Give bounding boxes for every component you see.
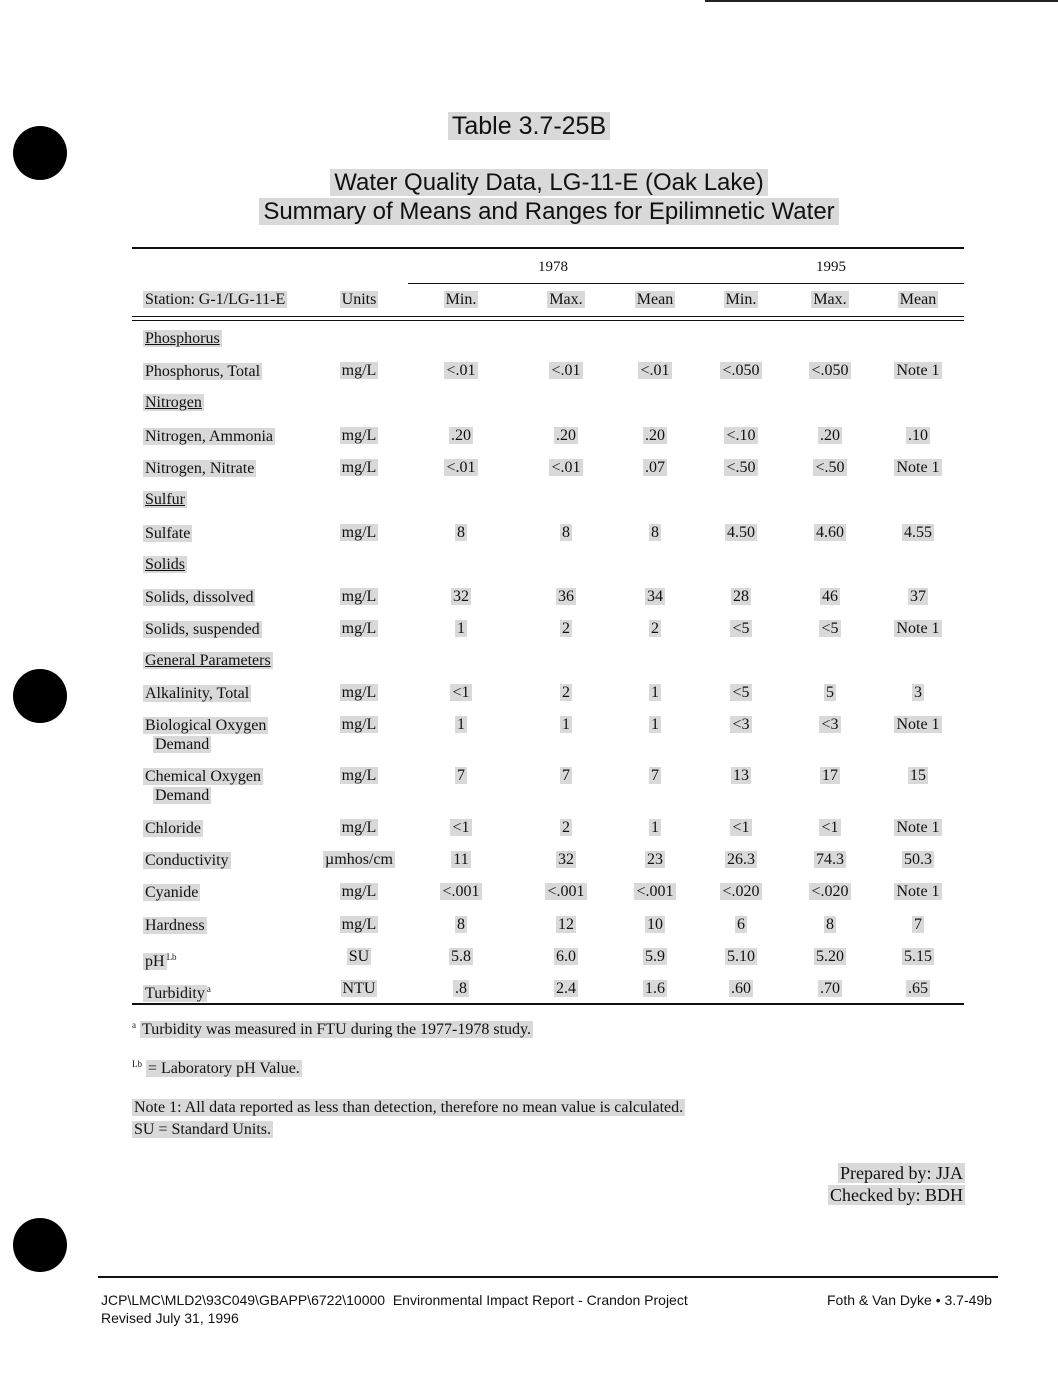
- footnote-turbidity: $^a$ Turbidity was measured in FTU during the 1977-1978 study.: [132, 1020, 532, 1039]
- year-1978: 1978: [538, 259, 568, 275]
- value-cell: <.01: [551, 362, 581, 379]
- value-cell: .07: [645, 459, 665, 476]
- value-cell: <1: [452, 684, 470, 701]
- footnote-lab-ph: $^{Lb}$ = Laboratory pH Value.: [132, 1059, 300, 1078]
- value-cell: <5: [821, 620, 839, 637]
- value-cell: 5.20: [816, 948, 844, 965]
- column-header: Min.: [445, 291, 477, 308]
- value-cell: 74.3: [816, 851, 844, 868]
- value-cell: <.050: [811, 362, 849, 379]
- value-cell: 8: [562, 524, 570, 541]
- units-cell: mg/L: [341, 427, 377, 444]
- units-cell: mg/L: [341, 362, 377, 379]
- units-cell: mg/L: [341, 684, 377, 701]
- table-top-rule: [132, 247, 964, 249]
- checked-by: Checked by: BDH: [830, 1185, 963, 1205]
- value-cell: <1: [452, 819, 470, 836]
- parameter-label: Cyanide: [145, 884, 199, 901]
- value-cell: 1.6: [645, 980, 665, 997]
- year-rule: [408, 283, 964, 284]
- top-edge-line: [705, 0, 1058, 2]
- value-cell: 3: [914, 684, 922, 701]
- value-cell: <.020: [811, 883, 849, 900]
- table-number: Table 3.7-25B: [0, 112, 1058, 141]
- value-cell: <.050: [722, 362, 760, 379]
- category-label: Solids: [145, 556, 186, 573]
- value-cell: Note 1: [896, 620, 940, 637]
- units-cell: mg/L: [341, 883, 377, 900]
- signoff: [828, 1162, 965, 1206]
- units-cell: mg/L: [341, 459, 377, 476]
- units-cell: mg/L: [341, 716, 377, 733]
- parameter-label: Hardness: [145, 917, 205, 934]
- value-cell: 26.3: [727, 851, 755, 868]
- value-cell: <.10: [726, 427, 756, 444]
- parameter-label: Sulfate: [145, 525, 191, 542]
- value-cell: <.001: [442, 883, 480, 900]
- parameter-label: pH $^{Lb}$: [145, 952, 177, 971]
- value-cell: 46: [822, 588, 838, 605]
- value-cell: 15: [910, 767, 926, 784]
- value-cell: <.50: [726, 459, 756, 476]
- footer-page: 3.7-49b: [944, 1292, 992, 1308]
- value-cell: Note 1: [896, 459, 940, 476]
- footer-left: [101, 1291, 688, 1327]
- value-cell: 5: [826, 684, 834, 701]
- value-cell: .10: [908, 427, 928, 444]
- value-cell: 4.55: [904, 524, 932, 541]
- value-cell: .65: [908, 980, 928, 997]
- category-label: Sulfur: [145, 491, 185, 508]
- footer-revised: Revised July 31, 1996: [101, 1310, 239, 1326]
- value-cell: 2: [651, 620, 659, 637]
- value-cell: 2.4: [556, 980, 576, 997]
- value-cell: 28: [733, 588, 749, 605]
- value-cell: 1: [457, 716, 465, 733]
- value-cell: <.001: [636, 883, 674, 900]
- binder-hole: [13, 1218, 67, 1272]
- units-cell: mg/L: [341, 767, 377, 784]
- parameter-label: Chloride: [145, 820, 201, 837]
- value-cell: 8: [651, 524, 659, 541]
- footer-firm: Foth & Van Dyke: [827, 1292, 932, 1308]
- value-cell: 1: [457, 620, 465, 637]
- column-header: Mean: [636, 291, 674, 308]
- value-cell: 32: [558, 851, 574, 868]
- parameter-label: Solids, dissolved: [145, 589, 254, 606]
- footnote-su: SU = Standard Units.: [134, 1121, 272, 1138]
- column-header: Station: G-1/LG-11-E: [145, 291, 286, 308]
- category-label: General Parameters: [145, 652, 271, 669]
- value-cell: 10: [647, 916, 663, 933]
- year-1995: 1995: [816, 259, 846, 275]
- value-cell: 4.50: [727, 524, 755, 541]
- category-label: Phosphorus: [145, 330, 220, 347]
- value-cell: 12: [558, 916, 574, 933]
- column-header: Mean: [899, 291, 937, 308]
- value-cell: 4.60: [816, 524, 844, 541]
- value-cell: <1: [821, 819, 839, 836]
- column-header: Units: [341, 291, 377, 308]
- units-cell: mg/L: [341, 620, 377, 637]
- value-cell: <.001: [547, 883, 585, 900]
- header-rule-2: [132, 320, 964, 321]
- value-cell: 1: [562, 716, 570, 733]
- footer-bullet: •: [935, 1292, 941, 1308]
- value-cell: .20: [451, 427, 471, 444]
- parameter-label: Nitrogen, Nitrate: [145, 460, 255, 477]
- value-cell: 1: [651, 684, 659, 701]
- value-cell: 11: [453, 851, 469, 868]
- binder-hole: [13, 669, 67, 723]
- title-line-2: Summary of Means and Ranges for Epilimnetic Water: [259, 198, 838, 225]
- prepared-by: Prepared by: JJA: [840, 1163, 963, 1183]
- parameter-label: Conductivity: [145, 852, 229, 869]
- value-cell: 50.3: [904, 851, 932, 868]
- value-cell: 6.0: [556, 948, 576, 965]
- table-title: [0, 168, 1058, 226]
- value-cell: 34: [647, 588, 663, 605]
- value-cell: 13: [733, 767, 749, 784]
- value-cell: Note 1: [896, 819, 940, 836]
- footnote-note1: Note 1: All data reported as less than detection, therefore no mean value is calculated.: [134, 1099, 684, 1116]
- parameter-label: Alkalinity, Total: [145, 685, 250, 702]
- value-cell: Note 1: [896, 883, 940, 900]
- value-cell: 37: [910, 588, 926, 605]
- value-cell: <1: [732, 819, 750, 836]
- footer-report: Environmental Impact Report - Crandon Project: [392, 1292, 688, 1308]
- value-cell: .60: [731, 980, 751, 997]
- value-cell: .20: [645, 427, 665, 444]
- value-cell: 23: [647, 851, 663, 868]
- parameter-label: Turbidity $^a$: [145, 984, 211, 1003]
- value-cell: <3: [821, 716, 839, 733]
- header-rule-1: [132, 316, 964, 317]
- value-cell: 1: [651, 819, 659, 836]
- value-cell: <.01: [551, 459, 581, 476]
- value-cell: <3: [732, 716, 750, 733]
- value-cell: Note 1: [896, 716, 940, 733]
- value-cell: 2: [562, 684, 570, 701]
- column-header: Min.: [725, 291, 757, 308]
- units-cell: µmhos/cm: [325, 851, 393, 868]
- value-cell: 8: [826, 916, 834, 933]
- value-cell: .20: [556, 427, 576, 444]
- value-cell: 7: [914, 916, 922, 933]
- title-line-1: Water Quality Data, LG-11-E (Oak Lake): [330, 169, 767, 196]
- value-cell: .70: [820, 980, 840, 997]
- value-cell: 5.15: [904, 948, 932, 965]
- parameter-label: Solids, suspended: [145, 621, 260, 638]
- units-cell: mg/L: [341, 524, 377, 541]
- value-cell: <.01: [446, 459, 476, 476]
- value-cell: 6: [737, 916, 745, 933]
- value-cell: 2: [562, 819, 570, 836]
- footer-rule: [98, 1276, 998, 1278]
- value-cell: 1: [651, 716, 659, 733]
- footer-path: JCP\LMC\MLD2\93C049\GBAPP\6722\10000: [101, 1292, 386, 1308]
- value-cell: 7: [651, 767, 659, 784]
- value-cell: 7: [457, 767, 465, 784]
- value-cell: 17: [822, 767, 838, 784]
- value-cell: .20: [820, 427, 840, 444]
- value-cell: .8: [455, 980, 467, 997]
- units-cell: NTU: [342, 980, 376, 997]
- value-cell: <.01: [446, 362, 476, 379]
- parameter-label: Phosphorus, Total: [145, 363, 261, 380]
- parameter-label: Chemical Oxygen Demand: [145, 768, 261, 804]
- value-cell: <5: [732, 684, 750, 701]
- parameter-label: Nitrogen, Ammonia: [145, 428, 273, 445]
- value-cell: <.01: [640, 362, 670, 379]
- value-cell: 5.8: [451, 948, 471, 965]
- value-cell: <.020: [722, 883, 760, 900]
- value-cell: 5.10: [727, 948, 755, 965]
- value-cell: 8: [457, 916, 465, 933]
- footer-right: [827, 1291, 992, 1309]
- units-cell: mg/L: [341, 588, 377, 605]
- parameter-label: Biological Oxygen Demand: [145, 717, 267, 753]
- column-header: Max.: [549, 291, 583, 308]
- column-header: Max.: [813, 291, 847, 308]
- value-cell: 32: [453, 588, 469, 605]
- units-cell: mg/L: [341, 916, 377, 933]
- units-cell: mg/L: [341, 819, 377, 836]
- value-cell: 5.9: [645, 948, 665, 965]
- value-cell: 2: [562, 620, 570, 637]
- value-cell: 36: [558, 588, 574, 605]
- value-cell: 7: [562, 767, 570, 784]
- value-cell: <5: [732, 620, 750, 637]
- value-cell: Note 1: [896, 362, 940, 379]
- table-bottom-rule: [132, 1003, 964, 1005]
- category-label: Nitrogen: [145, 394, 202, 411]
- value-cell: <.50: [815, 459, 845, 476]
- units-cell: SU: [348, 948, 370, 965]
- value-cell: 8: [457, 524, 465, 541]
